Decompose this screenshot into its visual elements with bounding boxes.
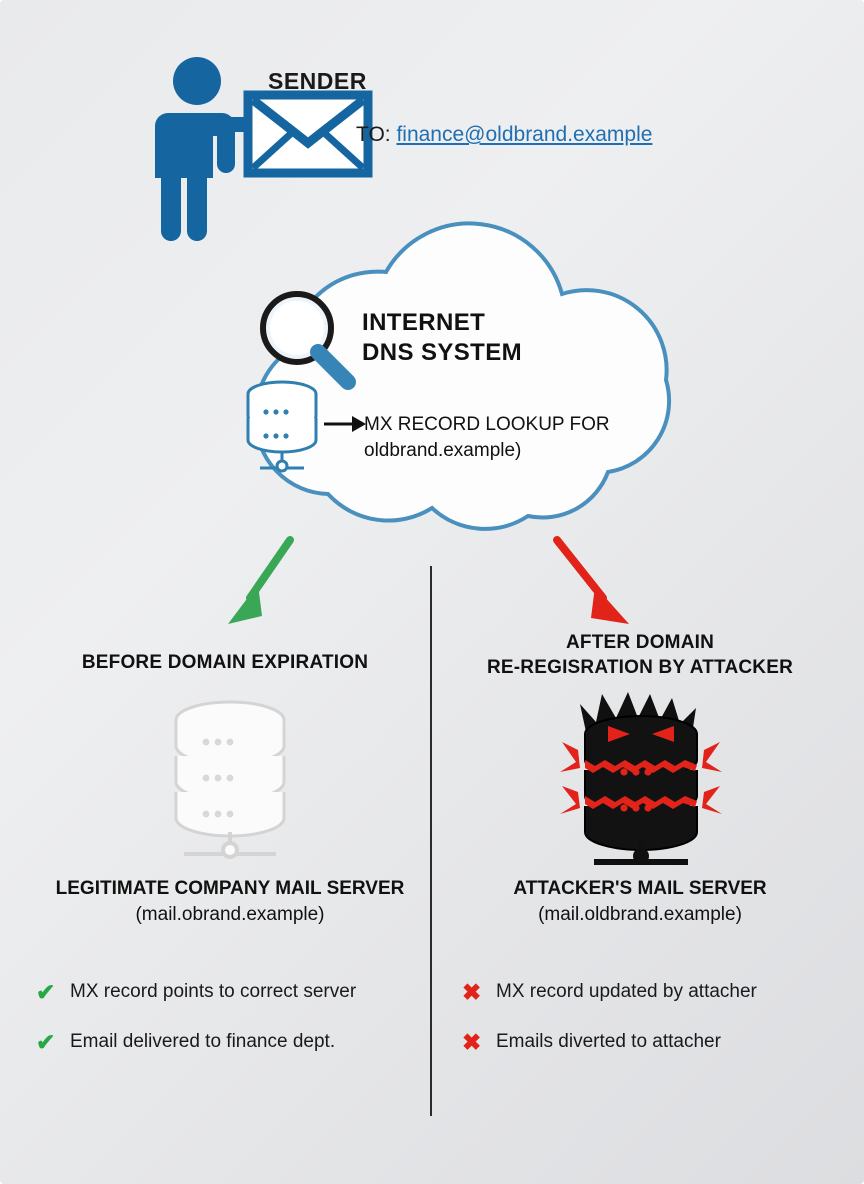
to-prefix-label: TO: [356,123,397,146]
recipient-email-address: finance@oldbrand.example [396,123,653,146]
right-server-caption [460,876,820,928]
check-icon: ✔ [36,979,56,1005]
cloud-title-line2: DNS SYSTEM [362,339,523,366]
right-branch-heading-line1: AFTER DOMAIN [565,632,715,653]
attacker-server-icon [566,692,716,872]
arrow-right-icon [324,412,368,436]
list-item [36,1030,426,1054]
sender-label: SENDER [268,68,367,94]
right-branch-arrow [545,532,645,632]
list-item-label: Email delivered to finance dept. [70,1031,336,1052]
center-divider [430,566,432,1116]
sender-recipient-line [356,123,652,147]
mx-lookup-line2: oldbrand.example) [364,440,522,461]
check-icon: ✔ [36,1029,56,1055]
list-item [462,1030,852,1054]
red-arrow-icon [545,532,645,632]
cloud-title [362,308,522,368]
right-bullet-list [462,980,852,1080]
database-icon [236,378,328,478]
mx-lookup-line1: MX RECORD LOOKUP FOR [364,414,610,435]
right-server-caption-rest: (mail.oldbrand.example) [538,904,742,925]
left-server-caption [50,876,410,928]
right-branch-heading-line2: RE-REGISRATION BY ATTACKER [486,657,794,678]
list-item-label: MX record updated by attacher [496,981,757,1002]
envelope-icon [248,95,368,173]
left-server-caption-strong: LEGITIMATE COMPANY MAIL SERVER [55,878,405,899]
server-icon [160,698,300,868]
left-server-caption-rest: (mail.obrand.example) [135,904,325,925]
left-bullet-list [36,980,426,1080]
dns-cloud-shape [140,240,710,540]
cross-icon: ✖ [462,1029,482,1055]
dns-database-illustration [236,378,328,478]
cross-icon: ✖ [462,979,482,1005]
list-item-label: Emails diverted to attacher [496,1031,721,1052]
cloud-title-line1: INTERNET [362,309,486,336]
right-server-caption-strong: ATTACKER'S MAIL SERVER [513,878,767,899]
left-branch-heading: BEFORE DOMAIN EXPIRATION [81,652,369,673]
mx-lookup-text [364,412,644,464]
right-branch-heading [470,630,810,680]
magnifier-illustration [252,288,362,388]
lookup-arrow [324,412,368,436]
legitimate-server-illustration [160,698,300,868]
list-item [462,980,852,1004]
magnifier-icon [252,288,362,388]
list-item [36,980,426,1004]
list-item-label: MX record points to correct server [70,981,357,1002]
green-arrow-icon [218,532,308,632]
attacker-server-illustration [566,692,716,872]
left-branch-arrow [218,532,308,632]
